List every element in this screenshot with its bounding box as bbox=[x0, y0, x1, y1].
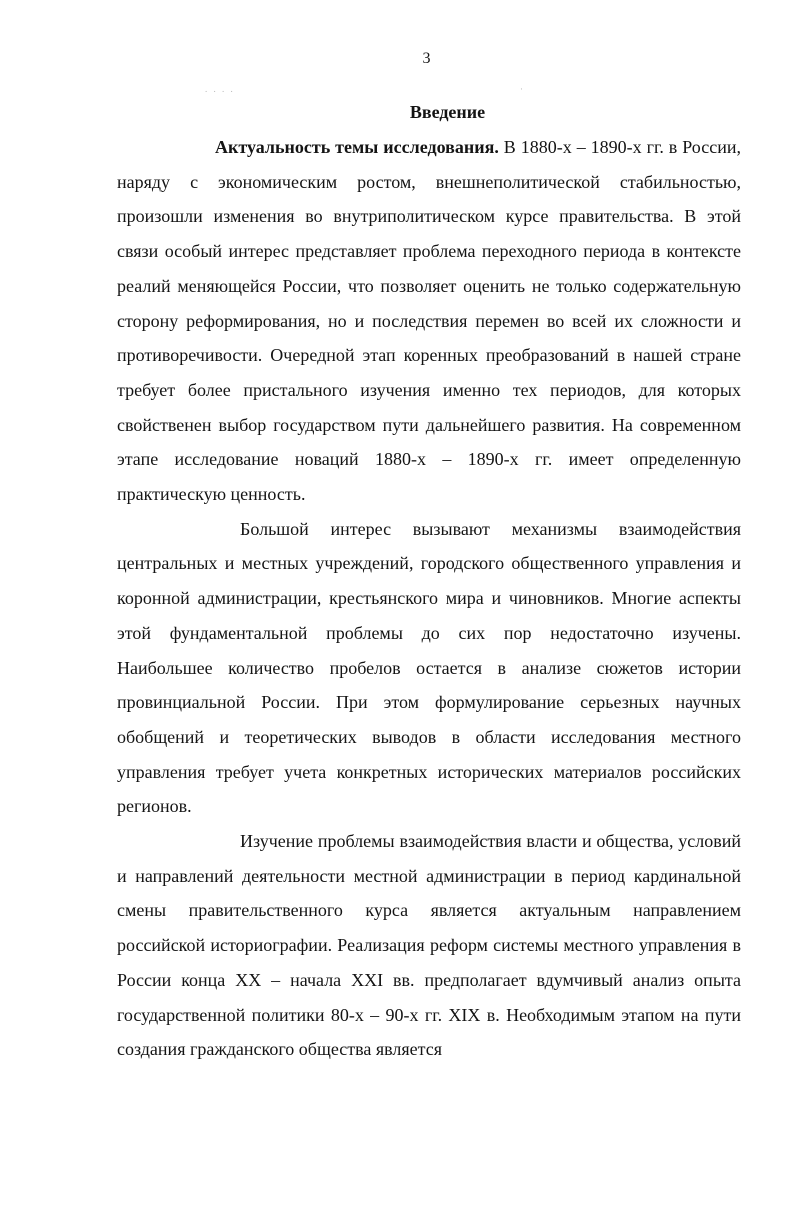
paragraph-relevance bbox=[117, 130, 741, 512]
scan-speck: · bbox=[520, 84, 525, 94]
paragraph-text: В 1880-х – 1890-х гг. в России, наряду с экономическим ростом, внешнеполитической стабильностью, произошли изменения во внутриполитическом курсе правительства. В этой связи особый интерес представляет проблема переходного периода в контексте реалий меняющейся России, что позволяет оценить не только содержательную сторону реформирования, но и последствия перемен во всей их сложности и противоречивости. Очередной этап коренных преобразований в нашей стране требует более пристального изучения именно тех периодов, для которых свойственен выбор государством пути дальнейшего развития. На современном этапе исследование новаций 1880-х – 1890-х гг. имеет определенную практическую ценность. bbox=[117, 137, 741, 505]
section-heading: Введение bbox=[409, 102, 486, 122]
page-number: 3 bbox=[422, 50, 431, 67]
paragraph-study: Изучение проблемы взаимодействия власти и общества, условий и направлений деятельности местной администрации в период кардинальной смены правительственного курса является актуальным направлением российской историографии. Реализация реформ системы местного управления в России конца XX – начала XXI вв. предполагает вдумчивый анализ опыта государственной политики 80-х – 90-х гг. XIX в. Необходимым этапом на пути создания гражданского общества является bbox=[117, 831, 741, 1060]
paragraph-lead: Актуальность темы исследования. bbox=[215, 137, 499, 157]
paragraph-interaction: Большой интерес вызывают механизмы взаимодействия центральных и местных учреждений, городского общественного управления и коронной администрации, крестьянского мира и чиновников. Многие аспекты этой фундаментальной проблемы до сих пор недостаточно изучены. Наибольшее количество пробелов остается в анализе сюжетов истории провинциальной России. При этом формулирование серьезных научных обобщений и теоретических выводов в области исследования местного управления требует учета конкретных исторических материалов российских регионов. bbox=[117, 518, 741, 817]
scan-speck: . . . . bbox=[205, 84, 235, 94]
body-text bbox=[117, 130, 741, 1067]
